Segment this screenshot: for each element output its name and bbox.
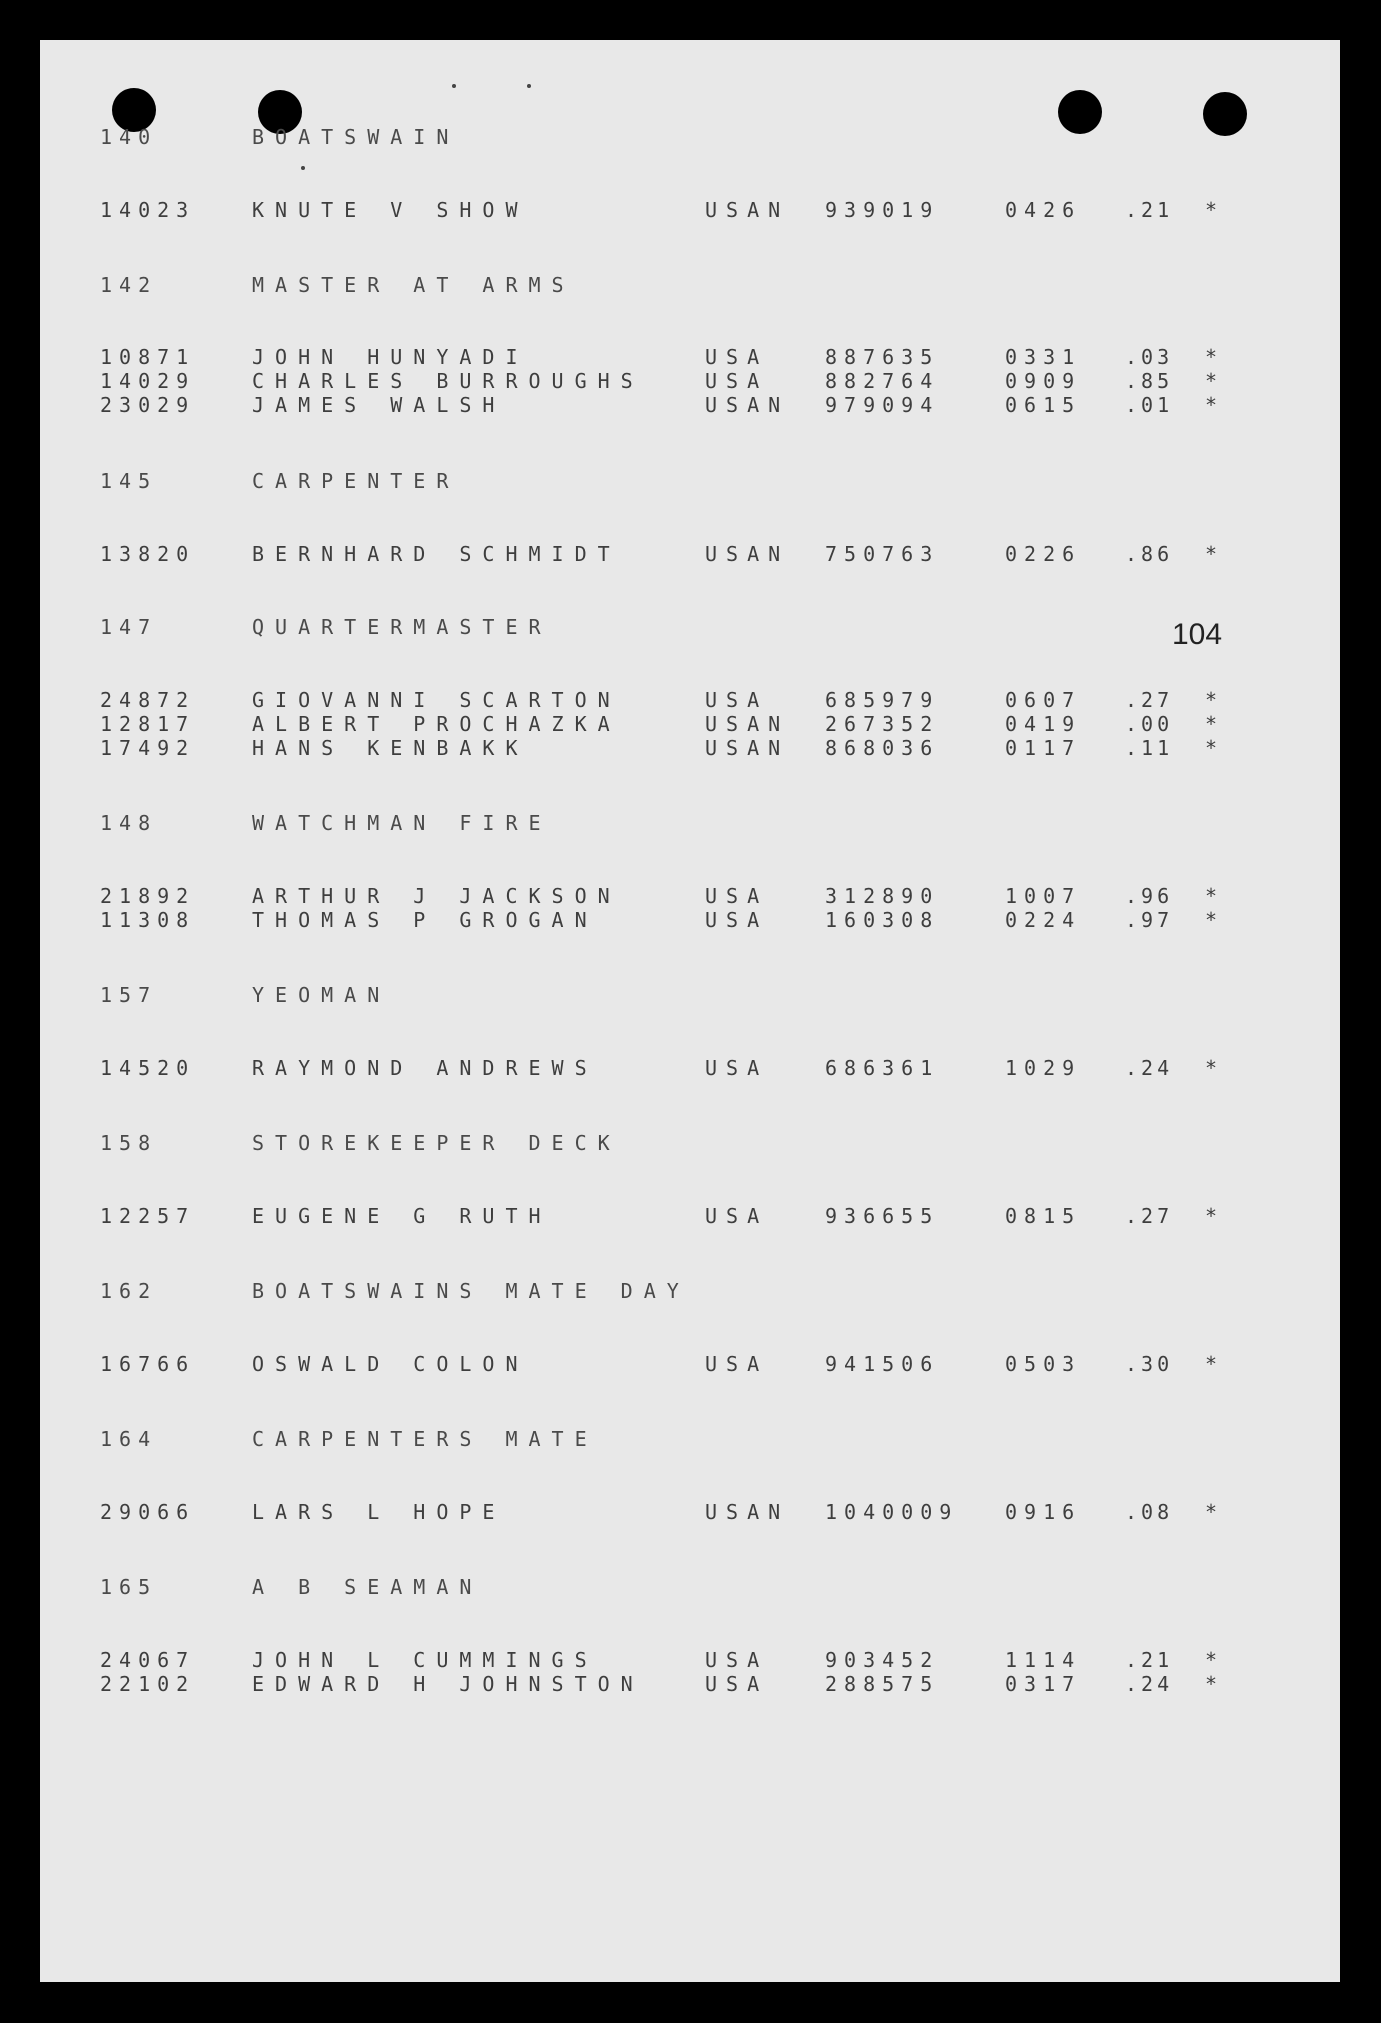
asterisk-mark: *	[1205, 1352, 1218, 1376]
document-page	[40, 40, 1340, 1982]
entry-code: 17492	[100, 736, 196, 760]
id-number: 1040009	[825, 1500, 959, 1524]
date-code: 1114	[1005, 1648, 1082, 1672]
date-code: 0226	[1005, 542, 1082, 566]
crew-name: THOMAS P GROGAN	[252, 908, 598, 932]
rating-title: BOATSWAIN	[252, 125, 460, 149]
date-code: 0331	[1005, 345, 1082, 369]
crew-entry	[40, 392, 1340, 418]
crew-entry	[40, 735, 1340, 761]
rating-heading	[40, 1426, 1340, 1452]
crew-entry	[40, 1055, 1340, 1081]
nationality: USA	[705, 1672, 769, 1696]
date-code: 0909	[1005, 369, 1082, 393]
asterisk-mark: *	[1205, 712, 1218, 736]
rating-heading	[40, 124, 1340, 150]
rating-title: A B SEAMAN	[252, 1575, 483, 1599]
crew-name: EUGENE G RUTH	[252, 1204, 552, 1228]
rating-code: 148	[100, 811, 158, 835]
rating-code: 164	[100, 1427, 158, 1451]
crew-entry	[40, 1203, 1340, 1229]
crew-entry	[40, 368, 1340, 394]
crew-name: HANS KENBAKK	[252, 736, 529, 760]
nationality: USAN	[705, 1500, 790, 1524]
date-code: 0419	[1005, 712, 1082, 736]
entry-code: 24872	[100, 688, 196, 712]
crew-entry	[40, 344, 1340, 370]
date-code: 0503	[1005, 1352, 1082, 1376]
crew-entry	[40, 197, 1340, 223]
id-number: 686361	[825, 1056, 940, 1080]
asterisk-mark: *	[1205, 542, 1218, 566]
asterisk-mark: *	[1205, 736, 1218, 760]
fraction-value: .01	[1125, 393, 1174, 417]
stray-mark	[301, 166, 305, 170]
date-code: 1007	[1005, 884, 1082, 908]
crew-name: BERNHARD SCHMIDT	[252, 542, 621, 566]
crew-name: ARTHUR J JACKSON	[252, 884, 621, 908]
crew-name: ALBERT PROCHAZKA	[252, 712, 621, 736]
entry-code: 14520	[100, 1056, 196, 1080]
rating-title: CARPENTER	[252, 469, 460, 493]
date-code: 0607	[1005, 688, 1082, 712]
id-number: 868036	[825, 736, 940, 760]
crew-name: EDWARD H JOHNSTON	[252, 1672, 644, 1696]
asterisk-mark: *	[1205, 345, 1218, 369]
fraction-value: .00	[1125, 712, 1174, 736]
nationality: USA	[705, 1352, 769, 1376]
asterisk-mark: *	[1205, 1648, 1218, 1672]
fraction-value: .24	[1125, 1672, 1174, 1696]
fraction-value: .08	[1125, 1500, 1174, 1524]
rating-title: MASTER AT ARMS	[252, 273, 575, 297]
rating-heading	[40, 1130, 1340, 1156]
rating-code: 162	[100, 1279, 158, 1303]
id-number: 903452	[825, 1648, 940, 1672]
entry-code: 11308	[100, 908, 196, 932]
crew-entry	[40, 541, 1340, 567]
entry-code: 14029	[100, 369, 196, 393]
crew-name: LARS L HOPE	[252, 1500, 506, 1524]
id-number: 312890	[825, 884, 940, 908]
date-code: 0317	[1005, 1672, 1082, 1696]
rating-code: 157	[100, 983, 158, 1007]
asterisk-mark: *	[1205, 884, 1218, 908]
fraction-value: .11	[1125, 736, 1174, 760]
fraction-value: .96	[1125, 884, 1174, 908]
crew-entry	[40, 1351, 1340, 1377]
entry-code: 21892	[100, 884, 196, 908]
entry-code: 10871	[100, 345, 196, 369]
entry-code: 16766	[100, 1352, 196, 1376]
rating-heading	[40, 614, 1340, 640]
entry-code: 24067	[100, 1648, 196, 1672]
rating-title: QUARTERMASTER	[252, 615, 552, 639]
rating-code: 145	[100, 469, 158, 493]
asterisk-mark: *	[1205, 1500, 1218, 1524]
date-code: 0426	[1005, 198, 1082, 222]
nationality: USAN	[705, 736, 790, 760]
fraction-value: .30	[1125, 1352, 1174, 1376]
entry-code: 12817	[100, 712, 196, 736]
id-number: 750763	[825, 542, 940, 566]
id-number: 882764	[825, 369, 940, 393]
crew-name: JOHN HUNYADI	[252, 345, 529, 369]
stray-mark	[527, 84, 531, 88]
nationality: USA	[705, 345, 769, 369]
entry-code: 22102	[100, 1672, 196, 1696]
date-code: 0117	[1005, 736, 1082, 760]
rating-heading	[40, 810, 1340, 836]
fraction-value: .03	[1125, 345, 1174, 369]
crew-entry	[40, 1671, 1340, 1697]
fraction-value: .85	[1125, 369, 1174, 393]
nationality: USAN	[705, 198, 790, 222]
rating-heading	[40, 1574, 1340, 1600]
id-number: 939019	[825, 198, 940, 222]
rating-heading	[40, 982, 1340, 1008]
fraction-value: .24	[1125, 1056, 1174, 1080]
date-code: 0224	[1005, 908, 1082, 932]
entry-code: 23029	[100, 393, 196, 417]
date-code: 0916	[1005, 1500, 1082, 1524]
crew-entry	[40, 711, 1340, 737]
id-number: 267352	[825, 712, 940, 736]
rating-heading	[40, 468, 1340, 494]
crew-name: CHARLES BURROUGHS	[252, 369, 644, 393]
id-number: 160308	[825, 908, 940, 932]
fraction-value: .97	[1125, 908, 1174, 932]
asterisk-mark: *	[1205, 688, 1218, 712]
nationality: USAN	[705, 542, 790, 566]
stray-mark	[452, 84, 456, 88]
rating-heading	[40, 272, 1340, 298]
fraction-value: .86	[1125, 542, 1174, 566]
id-number: 941506	[825, 1352, 940, 1376]
rating-code: 147	[100, 615, 158, 639]
entry-code: 29066	[100, 1500, 196, 1524]
crew-name: JAMES WALSH	[252, 393, 506, 417]
id-number: 936655	[825, 1204, 940, 1228]
rating-title: WATCHMAN FIRE	[252, 811, 552, 835]
fraction-value: .27	[1125, 688, 1174, 712]
crew-entry	[40, 1647, 1340, 1673]
entry-code: 12257	[100, 1204, 196, 1228]
id-number: 887635	[825, 345, 940, 369]
id-number: 979094	[825, 393, 940, 417]
rating-code: 165	[100, 1575, 158, 1599]
asterisk-mark: *	[1205, 1204, 1218, 1228]
entry-code: 13820	[100, 542, 196, 566]
crew-name: JOHN L CUMMINGS	[252, 1648, 598, 1672]
date-code: 0815	[1005, 1204, 1082, 1228]
fraction-value: .27	[1125, 1204, 1174, 1228]
asterisk-mark: *	[1205, 198, 1218, 222]
crew-name: KNUTE V SHOW	[252, 198, 529, 222]
rating-code: 158	[100, 1131, 158, 1155]
nationality: USAN	[705, 712, 790, 736]
page-number: 104	[1172, 618, 1223, 651]
rating-title: STOREKEEPER DECK	[252, 1131, 621, 1155]
fraction-value: .21	[1125, 198, 1174, 222]
date-code: 1029	[1005, 1056, 1082, 1080]
asterisk-mark: *	[1205, 393, 1218, 417]
nationality: USAN	[705, 393, 790, 417]
asterisk-mark: *	[1205, 1056, 1218, 1080]
rating-title: CARPENTERS MATE	[252, 1427, 598, 1451]
crew-entry	[40, 687, 1340, 713]
entry-code: 14023	[100, 198, 196, 222]
crew-entry	[40, 907, 1340, 933]
id-number: 288575	[825, 1672, 940, 1696]
nationality: USA	[705, 884, 769, 908]
rating-heading	[40, 1278, 1340, 1304]
nationality: USA	[705, 688, 769, 712]
nationality: USA	[705, 908, 769, 932]
date-code: 0615	[1005, 393, 1082, 417]
rating-title: YEOMAN	[252, 983, 391, 1007]
asterisk-mark: *	[1205, 369, 1218, 393]
crew-name: GIOVANNI SCARTON	[252, 688, 621, 712]
asterisk-mark: *	[1205, 908, 1218, 932]
fraction-value: .21	[1125, 1648, 1174, 1672]
asterisk-mark: *	[1205, 1672, 1218, 1696]
rating-code: 142	[100, 273, 158, 297]
crew-name: RAYMOND ANDREWS	[252, 1056, 598, 1080]
nationality: USA	[705, 1056, 769, 1080]
id-number: 685979	[825, 688, 940, 712]
nationality: USA	[705, 369, 769, 393]
rating-code: 140	[100, 125, 158, 149]
rating-title: BOATSWAINS MATE DAY	[252, 1279, 690, 1303]
nationality: USA	[705, 1648, 769, 1672]
nationality: USA	[705, 1204, 769, 1228]
crew-name: OSWALD COLON	[252, 1352, 529, 1376]
crew-entry	[40, 1499, 1340, 1525]
crew-entry	[40, 883, 1340, 909]
